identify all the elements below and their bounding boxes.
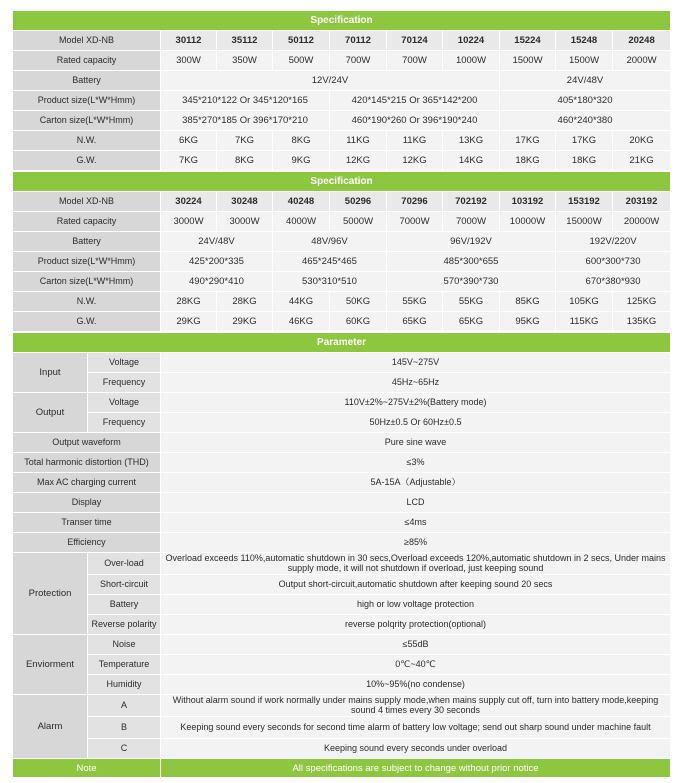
noise-value: ≤55dB xyxy=(161,635,671,655)
net-weight-cell: 44KG xyxy=(273,292,330,312)
gross-weight-cell: 60KG xyxy=(330,312,387,332)
net-weight-cell: 85KG xyxy=(500,292,556,312)
model-cell: 30248 xyxy=(217,192,273,212)
output-voltage-value: 110V±2%~275V±2%(Battery mode) xyxy=(161,393,671,413)
protection-label: Protection xyxy=(13,553,88,635)
model-cell: 15248 xyxy=(556,31,613,51)
capacity-cell: 3000W xyxy=(161,212,217,232)
alarm-a-label: A xyxy=(88,695,161,717)
net-weight-cell: 6KG xyxy=(161,131,217,151)
carton-size-cell: 670*380*930 xyxy=(556,272,671,292)
gross-weight-cell: 21KG xyxy=(613,151,671,171)
model-cell: 50112 xyxy=(273,31,330,51)
output-voltage-row xyxy=(13,393,671,413)
note-label: Note xyxy=(13,759,161,778)
carton-size-cell: 460*190*260 Or 396*190*240 xyxy=(330,111,500,131)
charging-row xyxy=(13,473,671,493)
gross-weight-cell: 95KG xyxy=(500,312,556,332)
capacity-cell: 15000W xyxy=(556,212,613,232)
carton-size-label: Carton size(L*W*Hmm) xyxy=(13,111,161,131)
capacity-label: Rated capacity xyxy=(13,212,161,232)
carton-size-cell: 385*270*185 Or 396*170*210 xyxy=(161,111,330,131)
net-weight-cell: 55KG xyxy=(387,292,443,312)
capacity-cell: 1500W xyxy=(500,51,556,71)
model-cell: 20248 xyxy=(613,31,671,51)
product-size-cell: 405*180*320 xyxy=(500,91,671,111)
short-circuit-value: Output short-circuit,automatic shutdown after keeping sound 20 secs xyxy=(161,575,671,595)
overload-row xyxy=(13,553,671,575)
gross-weight-cell: 12KG xyxy=(387,151,443,171)
charging-label: Max AC charging current xyxy=(13,473,161,493)
battery-cell: 12V/24V xyxy=(161,71,500,91)
capacity-cell: 10000W xyxy=(500,212,556,232)
spec-table-1 xyxy=(12,10,671,171)
efficiency-value: ≥85% xyxy=(161,533,671,553)
gross-weight-label: G.W. xyxy=(13,312,161,332)
capacity-cell: 700W xyxy=(387,51,443,71)
alarm-c-value: Keeping sound every seconds under overload xyxy=(161,739,671,759)
model-cell: 50296 xyxy=(330,192,387,212)
display-value: LCD xyxy=(161,493,671,513)
spec-header-2: Specification xyxy=(13,172,671,192)
net-weight-cell: 17KG xyxy=(556,131,613,151)
gross-weight-cell: 65KG xyxy=(387,312,443,332)
note-value: All specifications are subject to change without prior notice xyxy=(161,759,671,778)
capacity-cell: 7000W xyxy=(387,212,443,232)
product-size-row xyxy=(13,91,671,111)
capacity-cell: 1500W xyxy=(556,51,613,71)
waveform-label: Output waveform xyxy=(13,433,161,453)
noise-row xyxy=(13,635,671,655)
capacity-row xyxy=(13,51,671,71)
battery-row xyxy=(13,71,671,91)
gross-weight-cell: 18KG xyxy=(500,151,556,171)
product-size-cell: 425*200*335 xyxy=(161,252,273,272)
net-weight-cell: 20KG xyxy=(613,131,671,151)
model-label: Model XD-NB xyxy=(13,192,161,212)
net-weight-cell: 8KG xyxy=(273,131,330,151)
net-weight-label: N.W. xyxy=(13,292,161,312)
capacity-cell: 20000W xyxy=(613,212,671,232)
transfer-value: ≤4ms xyxy=(161,513,671,533)
model-cell: 103192 xyxy=(500,192,556,212)
output-label: Output xyxy=(13,393,88,433)
transfer-row xyxy=(13,513,671,533)
model-cell: 70296 xyxy=(387,192,443,212)
carton-size-cell: 530*310*510 xyxy=(273,272,387,292)
reverse-polarity-value: reverse polqrity protection(optional) xyxy=(161,615,671,635)
output-voltage-label: Voltage xyxy=(88,393,161,413)
battery-cell: 48V/96V xyxy=(273,232,387,252)
capacity-cell: 700W xyxy=(330,51,387,71)
battery-cell: 24V/48V xyxy=(161,232,273,252)
spec-header-1: Specification xyxy=(13,11,671,31)
model-row xyxy=(13,192,671,212)
output-frequency-label: Frequency xyxy=(88,413,161,433)
gross-weight-label: G.W. xyxy=(13,151,161,171)
parameter-header: Parameter xyxy=(13,333,671,353)
capacity-cell: 500W xyxy=(273,51,330,71)
product-size-label: Product size(L*W*Hmm) xyxy=(13,91,161,111)
carton-size-cell: 490*290*410 xyxy=(161,272,273,292)
net-weight-label: N.W. xyxy=(13,131,161,151)
battery-cell: 96V/192V xyxy=(387,232,556,252)
gross-weight-cell: 115KG xyxy=(556,312,613,332)
temperature-label: Temperature xyxy=(88,655,161,675)
specification-sheet xyxy=(12,10,670,778)
capacity-cell: 7000W xyxy=(443,212,500,232)
model-cell: 40248 xyxy=(273,192,330,212)
temperature-value: 0℃~40℃ xyxy=(161,655,671,675)
battery-label: Battery xyxy=(13,71,161,91)
alarm-b-row xyxy=(13,717,671,739)
gross-weight-cell: 46KG xyxy=(273,312,330,332)
gross-weight-cell: 29KG xyxy=(161,312,217,332)
alarm-b-value: Keeping sound every seconds for second time alarm of battery low voltage; send out sharp sound under machine fault xyxy=(161,717,671,739)
note-row xyxy=(13,759,671,778)
alarm-label: Alarm xyxy=(13,695,88,759)
waveform-row xyxy=(13,433,671,453)
capacity-cell: 350W xyxy=(217,51,273,71)
charging-value: 5A-15A（Adjustable） xyxy=(161,473,671,493)
battery-protection-row xyxy=(13,595,671,615)
capacity-cell: 4000W xyxy=(273,212,330,232)
gross-weight-cell: 12KG xyxy=(330,151,387,171)
battery-cell: 192V/220V xyxy=(556,232,671,252)
product-size-cell: 465*245*465 xyxy=(273,252,387,272)
model-cell: 15224 xyxy=(500,31,556,51)
alarm-a-value: Without alarm sound if work normally under mains supply mode,when mains supply cut off, turn into battery mode,keeping sound 4 times every 30 seconds xyxy=(161,695,671,717)
model-cell: 30224 xyxy=(161,192,217,212)
gross-weight-cell: 29KG xyxy=(217,312,273,332)
alarm-b-label: B xyxy=(88,717,161,739)
model-cell: 153192 xyxy=(556,192,613,212)
carton-size-cell: 460*240*380 xyxy=(500,111,671,131)
gross-weight-row xyxy=(13,312,671,332)
net-weight-cell: 11KG xyxy=(330,131,387,151)
model-cell: 70124 xyxy=(387,31,443,51)
net-weight-cell: 11KG xyxy=(387,131,443,151)
net-weight-cell: 28KG xyxy=(217,292,273,312)
model-row xyxy=(13,31,671,51)
input-label: Input xyxy=(13,353,88,393)
net-weight-cell: 125KG xyxy=(613,292,671,312)
net-weight-cell: 50KG xyxy=(330,292,387,312)
overload-label: Over-load xyxy=(88,553,161,575)
capacity-cell: 5000W xyxy=(330,212,387,232)
alarm-c-row xyxy=(13,739,671,759)
net-weight-row xyxy=(13,131,671,151)
gross-weight-cell: 8KG xyxy=(217,151,273,171)
model-label: Model XD-NB xyxy=(13,31,161,51)
net-weight-cell: 105KG xyxy=(556,292,613,312)
gross-weight-cell: 14KG xyxy=(443,151,500,171)
battery-protection-label: Battery xyxy=(88,595,161,615)
display-row xyxy=(13,493,671,513)
model-cell: 203192 xyxy=(613,192,671,212)
temperature-row xyxy=(13,655,671,675)
input-frequency-row xyxy=(13,373,671,393)
carton-size-label: Carton size(L*W*Hmm) xyxy=(13,272,161,292)
gross-weight-cell: 7KG xyxy=(161,151,217,171)
alarm-c-label: C xyxy=(88,739,161,759)
product-size-row xyxy=(13,252,671,272)
efficiency-label: Efficiency xyxy=(13,533,161,553)
short-circuit-row xyxy=(13,575,671,595)
display-label: Display xyxy=(13,493,161,513)
capacity-row xyxy=(13,212,671,232)
model-cell: 702192 xyxy=(443,192,500,212)
capacity-cell: 2000W xyxy=(613,51,671,71)
net-weight-cell: 17KG xyxy=(500,131,556,151)
product-size-cell: 600*300*730 xyxy=(556,252,671,272)
net-weight-cell: 28KG xyxy=(161,292,217,312)
product-size-cell: 345*210*122 Or 345*120*165 xyxy=(161,91,330,111)
net-weight-cell: 55KG xyxy=(443,292,500,312)
thd-value: ≤3% xyxy=(161,453,671,473)
product-size-label: Product size(L*W*Hmm) xyxy=(13,252,161,272)
capacity-cell: 300W xyxy=(161,51,217,71)
parameter-table xyxy=(12,332,671,778)
noise-label: Noise xyxy=(88,635,161,655)
product-size-cell: 420*145*215 Or 365*142*200 xyxy=(330,91,500,111)
battery-protection-value: high or low voltage protection xyxy=(161,595,671,615)
capacity-cell: 3000W xyxy=(217,212,273,232)
short-circuit-label: Short-circuit xyxy=(88,575,161,595)
model-cell: 10224 xyxy=(443,31,500,51)
gross-weight-cell: 135KG xyxy=(613,312,671,332)
output-frequency-row xyxy=(13,413,671,433)
reverse-polarity-label: Reverse polarity xyxy=(88,615,161,635)
enviorment-label: Enviorment xyxy=(13,635,88,695)
efficiency-row xyxy=(13,533,671,553)
input-voltage-row xyxy=(13,353,671,373)
carton-size-row xyxy=(13,272,671,292)
model-cell: 70112 xyxy=(330,31,387,51)
output-frequency-value: 50Hz±0.5 Or 60Hz±0.5 xyxy=(161,413,671,433)
capacity-label: Rated capacity xyxy=(13,51,161,71)
humidity-row xyxy=(13,675,671,695)
input-frequency-value: 45Hz~65Hz xyxy=(161,373,671,393)
alarm-a-row xyxy=(13,695,671,717)
net-weight-row xyxy=(13,292,671,312)
spec-table-2 xyxy=(12,171,671,332)
input-voltage-label: Voltage xyxy=(88,353,161,373)
battery-label: Battery xyxy=(13,232,161,252)
humidity-value: 10%~95%(no condense) xyxy=(161,675,671,695)
battery-row xyxy=(13,232,671,252)
battery-cell: 24V/48V xyxy=(500,71,671,91)
carton-size-cell: 570*390*730 xyxy=(387,272,556,292)
humidity-label: Humidity xyxy=(88,675,161,695)
capacity-cell: 1000W xyxy=(443,51,500,71)
gross-weight-cell: 65KG xyxy=(443,312,500,332)
gross-weight-row xyxy=(13,151,671,171)
transfer-label: Transer time xyxy=(13,513,161,533)
net-weight-cell: 13KG xyxy=(443,131,500,151)
gross-weight-cell: 18KG xyxy=(556,151,613,171)
gross-weight-cell: 9KG xyxy=(273,151,330,171)
overload-value: Overload exceeds 110%,automatic shutdown in 30 secs,Overload exceeds 120%,automatic shutdown in 2 secs, Under mains supply mode, it will not shutdown if overload, just keeping sound xyxy=(161,553,671,575)
carton-size-row xyxy=(13,111,671,131)
model-cell: 30112 xyxy=(161,31,217,51)
input-voltage-value: 145V~275V xyxy=(161,353,671,373)
product-size-cell: 485*300*655 xyxy=(387,252,556,272)
input-frequency-label: Frequency xyxy=(88,373,161,393)
model-cell: 35112 xyxy=(217,31,273,51)
thd-label: Total harmonic distortion (THD) xyxy=(13,453,161,473)
thd-row xyxy=(13,453,671,473)
net-weight-cell: 7KG xyxy=(217,131,273,151)
reverse-polarity-row xyxy=(13,615,671,635)
waveform-value: Pure sine wave xyxy=(161,433,671,453)
